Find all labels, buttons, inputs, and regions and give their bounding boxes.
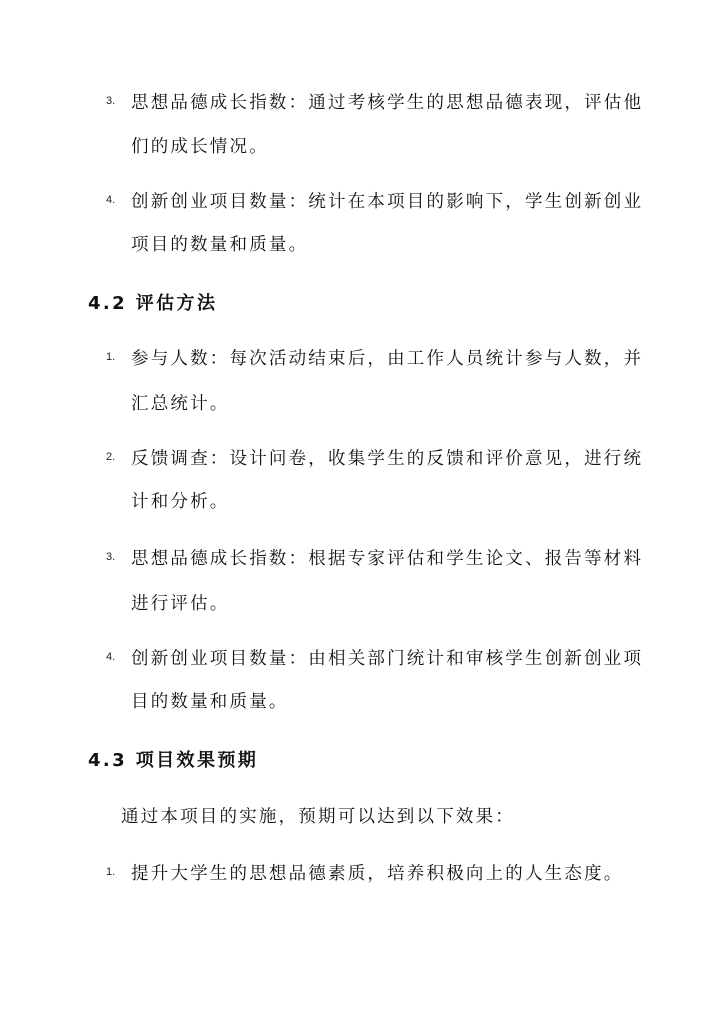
list-item-text: 创新创业项目数量：统计在本项目的影响下，学生创新创业 bbox=[131, 192, 644, 212]
list-item-text: 创新创业项目数量：由相关部门统计和审核学生创新创业项 bbox=[131, 649, 644, 669]
section-heading-4-2: 4.2 评估方法 bbox=[88, 293, 218, 314]
list-item-text-continued: 目的数量和质量。 bbox=[131, 692, 289, 712]
list-number: 4. bbox=[106, 651, 116, 663]
list-item-text: 思想品德成长指数：根据专家评估和学生论文、报告等材料 bbox=[131, 549, 644, 569]
list-item-text: 提升大学生的思想品德素质，培养积极向上的人生态度。 bbox=[131, 864, 624, 884]
list-number: 1. bbox=[106, 351, 116, 363]
list-number: 3. bbox=[106, 551, 116, 563]
list-number: 1. bbox=[106, 866, 116, 878]
list-item-text-continued: 汇总统计。 bbox=[131, 394, 230, 414]
list-item-text: 反馈调查：设计问卷，收集学生的反馈和评价意见，进行统 bbox=[131, 449, 644, 469]
list-number: 4. bbox=[106, 194, 116, 206]
list-item-text-continued: 进行评估。 bbox=[131, 594, 230, 614]
section-heading-4-3: 4.3 项目效果预期 bbox=[88, 750, 259, 771]
list-item-text-continued: 们的成长情况。 bbox=[131, 137, 269, 157]
list-number: 3. bbox=[106, 95, 116, 107]
list-item-text: 思想品德成长指数：通过考核学生的思想品德表现，评估他 bbox=[131, 93, 644, 113]
list-item-text-continued: 项目的数量和质量。 bbox=[131, 235, 309, 255]
list-number: 2. bbox=[106, 451, 116, 463]
list-item-text: 参与人数：每次活动结束后，由工作人员统计参与人数，并 bbox=[131, 349, 644, 369]
section-intro-paragraph: 通过本项目的实施，预期可以达到以下效果： bbox=[121, 807, 515, 827]
list-item-text-continued: 计和分析。 bbox=[131, 492, 230, 512]
